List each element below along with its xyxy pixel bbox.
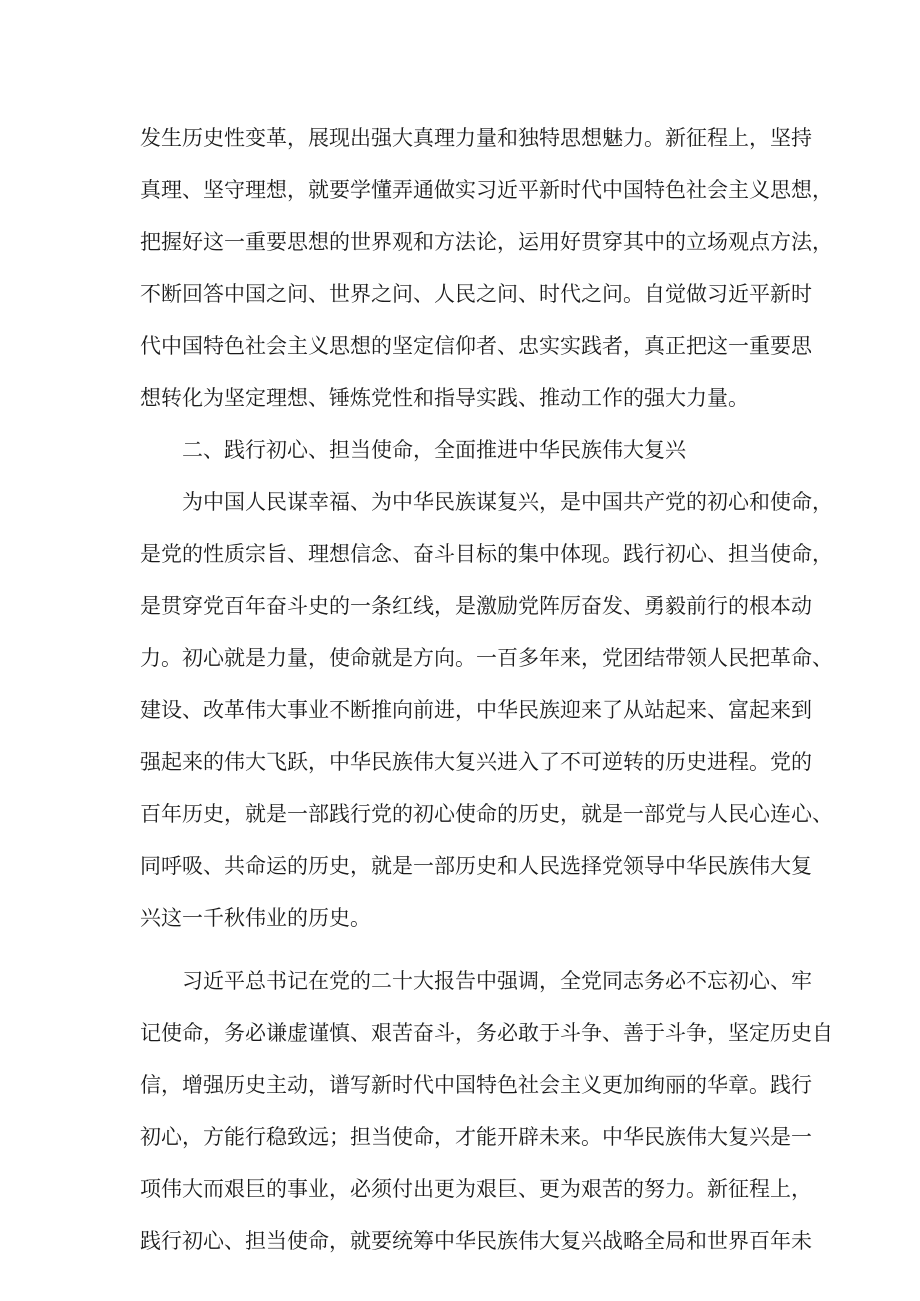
text-line: 代中国特色社会主义思想的坚定信仰者、忠实实践者，真正把这一重要思	[140, 334, 812, 358]
text-line: 建设、改革伟大事业不断推向前进，中华民族迎来了从站起来、富起来到	[140, 698, 812, 722]
text-line: 不断回答中国之问、世界之问、人民之问、时代之问。自觉做习近平新时	[140, 282, 812, 306]
text-line: 为中国人民谋幸福、为中华民族谋复兴，是中国共产党的初心和使命，	[182, 490, 833, 514]
text-line: 兴这一千秋伟业的历史。	[140, 906, 371, 930]
text-line: 是贯穿党百年奋斗史的一条红线，是激励党阵厉奋发、勇毅前行的根本动	[140, 594, 812, 618]
section-heading: 二、践行初心、担当使命，全面推进中华民族伟大复兴	[182, 438, 686, 462]
text-line: 践行初心、担当使命，就要统筹中华民族伟大复兴战略全局和世界百年未	[140, 1229, 812, 1253]
text-line: 项伟大而艰巨的事业，必须付出更为艰巨、更为艰苦的努力。新征程上，	[140, 1177, 812, 1201]
text-line: 想转化为坚定理想、锤炼党性和指导实践、推动工作的强大力量。	[140, 386, 749, 410]
text-line: 百年历史，就是一部践行党的初心使命的历史，就是一部党与人民心连心、	[140, 802, 833, 826]
text-line: 记使命，务必谦虚谨慎、艰苦奋斗，务必敢于斗争、善于斗争，坚定历史自	[140, 1021, 833, 1045]
text-line: 把握好这一重要思想的世界观和方法论，运用好贯穿其中的立场观点方法，	[140, 230, 833, 254]
text-line: 力。初心就是力量，使命就是方向。一百多年来，党团结带领人民把革命、	[140, 646, 833, 670]
text-line: 信，增强历史主动，谱写新时代中国特色社会主义更加绚丽的华章。践行	[140, 1073, 812, 1097]
text-line: 习近平总书记在党的二十大报告中强调，全党同志务必不忘初心、牢	[182, 969, 812, 993]
text-line: 是党的性质宗旨、理想信念、奋斗目标的集中体现。践行初心、担当使命，	[140, 542, 833, 566]
text-line: 发生历史性变革，展现出强大真理力量和独特思想魅力。新征程上，坚持	[140, 126, 812, 150]
text-line: 初心，方能行稳致远；担当使命，才能开辟未来。中华民族伟大复兴是一	[140, 1125, 812, 1149]
text-line: 强起来的伟大飞跃，中华民族伟大复兴进入了不可逆转的历史进程。党的	[140, 750, 812, 774]
text-line: 同呼吸、共命运的历史，就是一部历史和人民选择党领导中华民族伟大复	[140, 854, 812, 878]
text-line: 真理、坚守理想，就要学懂弄通做实习近平新时代中国特色社会主义思想，	[140, 178, 833, 202]
